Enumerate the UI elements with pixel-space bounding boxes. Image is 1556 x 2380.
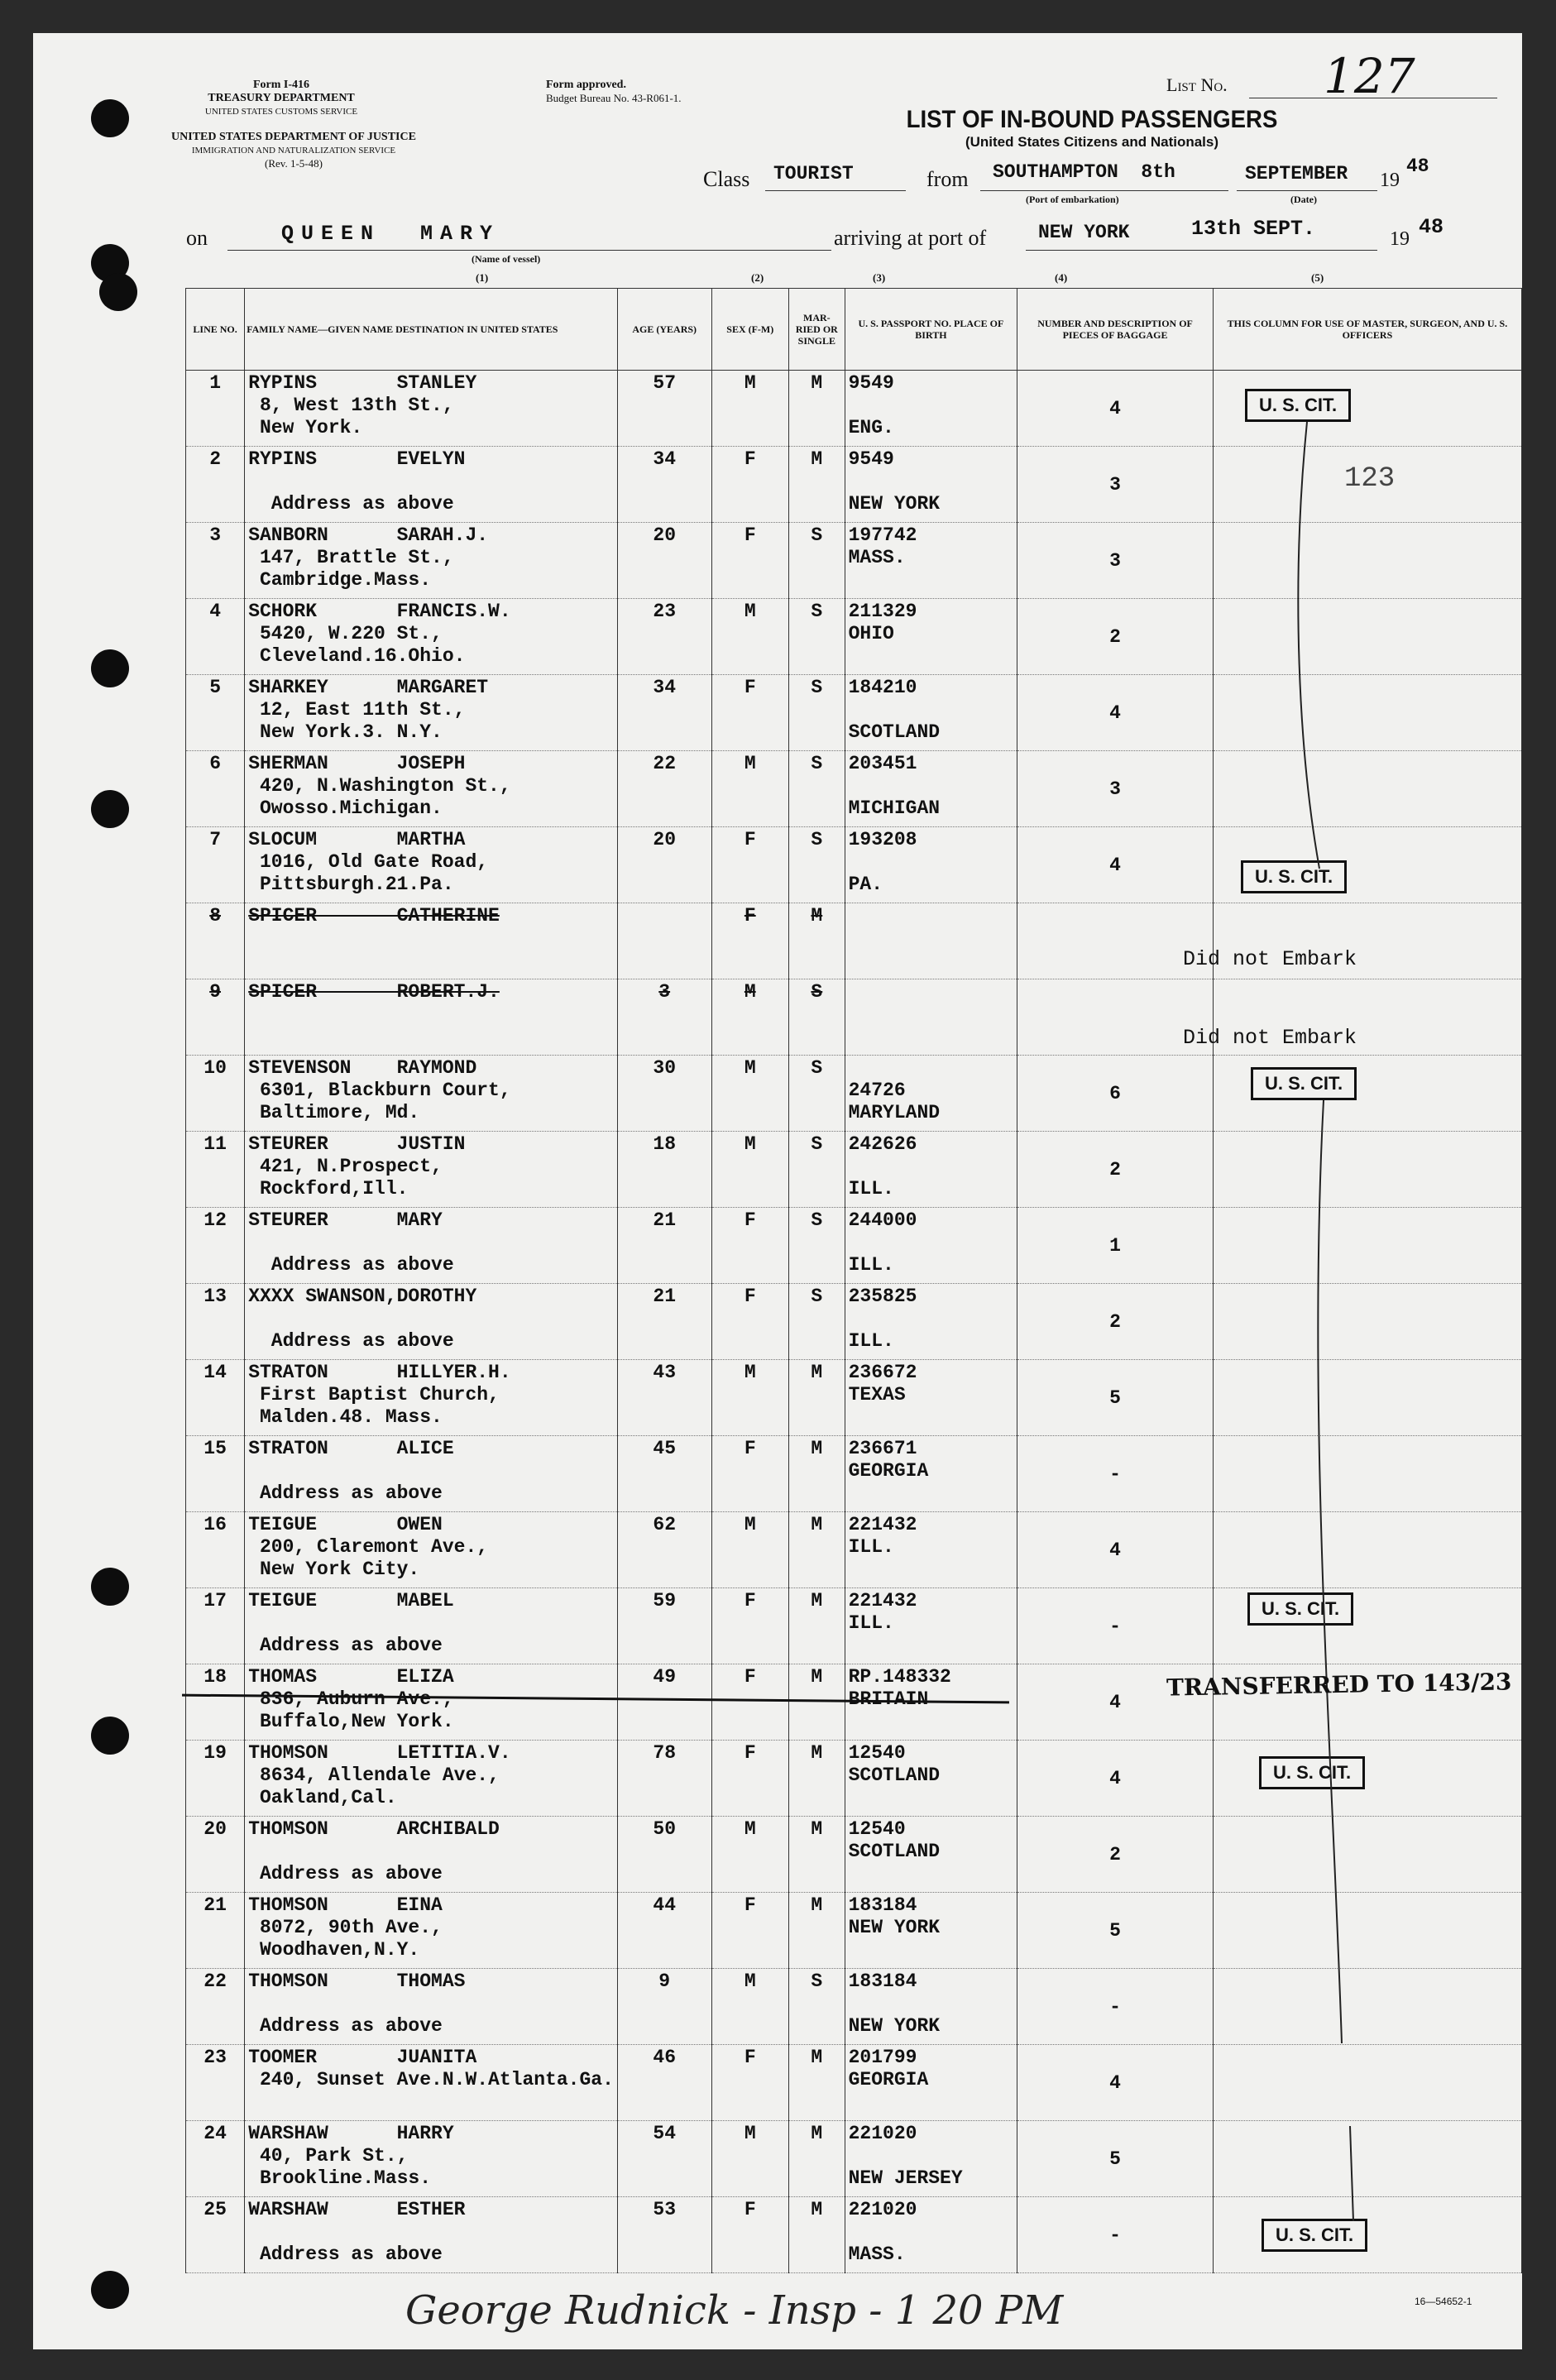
col-num-1: (1)	[476, 271, 489, 284]
passenger-name-address: SLOCUM MARTHA 1016, Old Gate Road, Pittsburgh.21.Pa.	[245, 827, 618, 903]
passenger-age: 62	[617, 1512, 711, 1588]
form-agency-block	[182, 79, 381, 118]
passport-birthplace: 244000 ILL.	[845, 1208, 1017, 1284]
passport-birthplace: 201799 GEORGIA	[845, 2045, 1017, 2121]
line-number: 6	[186, 751, 245, 827]
passenger-age: 45	[617, 1436, 711, 1512]
marital-status: M	[789, 1588, 845, 1664]
marital-status: M	[789, 1512, 845, 1588]
baggage-count: 1	[1017, 1208, 1214, 1284]
manifest-page	[33, 33, 1522, 2349]
marital-status: M	[789, 2197, 845, 2273]
line-number: 20	[186, 1817, 245, 1893]
from-label: from	[926, 167, 969, 191]
passport-birthplace	[845, 979, 1017, 1056]
table-header-row	[186, 289, 1522, 371]
line-number: 12	[186, 1208, 245, 1284]
line-number: 15	[186, 1436, 245, 1512]
page-title: LIST OF IN-BOUND PASSENGERS	[906, 106, 1278, 133]
list-no-label: List No.	[1166, 74, 1228, 95]
baggage-count: 4	[1017, 371, 1214, 447]
line-number: 4	[186, 599, 245, 675]
line-number: 5	[186, 675, 245, 751]
line-number: 22	[186, 1969, 245, 2045]
class-rule	[765, 190, 906, 191]
passenger-age: 57	[617, 371, 711, 447]
passport-birthplace: 242626 ILL.	[845, 1132, 1017, 1208]
footer-code: 16—54652-1	[1415, 2296, 1472, 2307]
line-number: 19	[186, 1741, 245, 1817]
passport-birthplace	[845, 903, 1017, 979]
from-value: SOUTHAMPTON 8th	[993, 161, 1175, 183]
passenger-name-address: SPICER ROBERT.J.	[245, 979, 618, 1056]
passenger-name-address: XXXX SWANSON,DOROTHY Address as above	[245, 1284, 618, 1360]
vessel-name: QUEEN MARY	[281, 222, 500, 246]
marital-status: S	[789, 1132, 845, 1208]
marital-status: M	[789, 447, 845, 523]
baggage-count: 4	[1017, 1512, 1214, 1588]
arriving-year-prefix: 19	[1390, 228, 1410, 250]
line-number: 11	[186, 1132, 245, 1208]
baggage-count: 2	[1017, 1284, 1214, 1360]
arriving-port: NEW YORK	[1038, 222, 1130, 243]
passenger-age: 44	[617, 1893, 711, 1969]
line-number: 18	[186, 1664, 245, 1741]
baggage-count: -	[1017, 2197, 1214, 2273]
justice-dept: UNITED STATES DEPARTMENT OF JUSTICE	[171, 131, 416, 143]
form-approved: Form approved.	[546, 79, 626, 91]
passenger-name-address: SHARKEY MARGARET 12, East 11th St., New York.3. N.Y.	[245, 675, 618, 751]
marital-status: S	[789, 751, 845, 827]
col-header-passport: U. S. PASSPORT NO. PLACE OF BIRTH	[845, 289, 1017, 371]
passenger-name-address: SHERMAN JOSEPH 420, N.Washington St., Owosso.Michigan.	[245, 751, 618, 827]
class-label: Class	[703, 167, 750, 191]
passenger-age: 43	[617, 1360, 711, 1436]
marital-status: M	[789, 1664, 845, 1741]
marital-status: S	[789, 827, 845, 903]
baggage-count: 6	[1017, 1056, 1214, 1132]
baggage-count: -	[1017, 1969, 1214, 2045]
baggage-count: -	[1017, 1588, 1214, 1664]
passenger-name-address: THOMSON LETITIA.V. 8634, Allendale Ave., Oakland,Cal.	[245, 1741, 618, 1817]
passport-birthplace: 24726 MARYLAND	[845, 1056, 1017, 1132]
baggage-count: 4	[1017, 2045, 1214, 2121]
passenger-name-address: STEURER JUSTIN 421, N.Prospect, Rockford,Ill.	[245, 1132, 618, 1208]
passport-birthplace: 183184 NEW YORK	[845, 1969, 1017, 2045]
us-cit-stamp-text: U. S. CIT.	[1241, 860, 1347, 893]
marital-status: M	[789, 2121, 845, 2197]
col-num-5: (5)	[1311, 271, 1324, 284]
line-number: 7	[186, 827, 245, 903]
on-label: on	[186, 226, 208, 250]
budget-number: Budget Bureau No. 43-R061-1.	[546, 92, 682, 104]
passenger-name-address: TEIGUE OWEN 200, Claremont Ave., New York City.	[245, 1512, 618, 1588]
ins-service: IMMIGRATION AND NATURALIZATION SERVICE	[191, 146, 396, 156]
marital-status: S	[789, 599, 845, 675]
line-number: 24	[186, 2121, 245, 2197]
us-cit-stamp-text: U. S. CIT.	[1251, 1067, 1357, 1100]
passport-birthplace: RP.148332 BRITAIN	[845, 1664, 1017, 1741]
passenger-name-address: SANBORN SARAH.J. 147, Brattle St., Cambridge.Mass.	[245, 523, 618, 599]
passport-birthplace: 236672 TEXAS	[845, 1360, 1017, 1436]
passenger-sex: M	[711, 1512, 789, 1588]
passenger-age: 21	[617, 1208, 711, 1284]
punch-hole	[91, 790, 129, 828]
col-header-married: MAR-RIED OR SINGLE	[789, 289, 845, 371]
marital-status: M	[789, 903, 845, 979]
passenger-age: 54	[617, 2121, 711, 2197]
line-number: 9	[186, 979, 245, 1056]
passenger-age: 46	[617, 2045, 711, 2121]
marital-status: S	[789, 1208, 845, 1284]
list-number: 127	[1324, 48, 1415, 104]
passport-birthplace: 211329 OHIO	[845, 599, 1017, 675]
baggage-count: 3	[1017, 751, 1214, 827]
us-cit-stamp-1	[1245, 389, 1351, 422]
line-number: 13	[186, 1284, 245, 1360]
baggage-count: 4	[1017, 675, 1214, 751]
passenger-sex: F	[711, 1893, 789, 1969]
marital-status: S	[789, 979, 845, 1056]
passenger-name-address: STRATON ALICE Address as above	[245, 1436, 618, 1512]
title-block	[860, 106, 1324, 151]
col-header-age: AGE (YEARS)	[617, 289, 711, 371]
us-cit-stamp-text: U. S. CIT.	[1247, 1592, 1353, 1626]
passenger-name-address: TOOMER JUANITA 240, Sunset Ave.N.W.Atlanta.Ga.	[245, 2045, 618, 2121]
passenger-age: 50	[617, 1817, 711, 1893]
form-number: Form I-416	[252, 79, 310, 91]
year-prefix: 19	[1380, 170, 1400, 191]
customs-service: UNITED STATES CUSTOMS SERVICE	[204, 107, 358, 117]
passenger-name-address: SPICER CATHERINE	[245, 903, 618, 979]
passenger-sex: F	[711, 1664, 789, 1741]
baggage-count: 4	[1017, 827, 1214, 903]
arriving-year: 48	[1419, 215, 1444, 239]
passenger-sex: M	[711, 1817, 789, 1893]
passenger-name-address: THOMSON THOMAS Address as above	[245, 1969, 618, 2045]
passenger-sex: F	[711, 447, 789, 523]
col-header-baggage: NUMBER AND DESCRIPTION OF PIECES OF BAGGAGE	[1017, 289, 1214, 371]
passenger-name-address: RYPINS STANLEY 8, West 13th St., New York.	[245, 371, 618, 447]
passenger-name-address: WARSHAW ESTHER Address as above	[245, 2197, 618, 2273]
col-header-line-no: LINE NO.	[186, 289, 245, 371]
passenger-sex: M	[711, 979, 789, 1056]
page-subtitle: (United States Citizens and Nationals)	[965, 134, 1219, 150]
passenger-age: 53	[617, 2197, 711, 2273]
marital-status: M	[789, 1436, 845, 1512]
baggage-count: -	[1017, 1436, 1214, 1512]
passenger-name-address: WARSHAW HARRY 40, Park St., Brookline.Mass.	[245, 2121, 618, 2197]
passenger-sex: F	[711, 1208, 789, 1284]
passenger-sex: M	[711, 751, 789, 827]
passenger-sex: F	[711, 675, 789, 751]
line-number: 10	[186, 1056, 245, 1132]
marital-status: S	[789, 675, 845, 751]
passenger-sex: M	[711, 1969, 789, 2045]
arriving-date: 13th SEPT.	[1191, 217, 1316, 241]
passenger-sex: F	[711, 903, 789, 979]
passenger-name-address: THOMSON ARCHIBALD Address as above	[245, 1817, 618, 1893]
passenger-sex: F	[711, 2045, 789, 2121]
passport-birthplace: 193208 PA.	[845, 827, 1017, 903]
passenger-age: 20	[617, 523, 711, 599]
line-number: 3	[186, 523, 245, 599]
arriving-rule	[1026, 250, 1377, 251]
did-not-embark-line-8: Did not Embark	[1183, 947, 1357, 971]
revision: (Rev. 1-5-48)	[265, 157, 323, 170]
passenger-age: 34	[617, 675, 711, 751]
passenger-name-address: SCHORK FRANCIS.W. 5420, W.220 St., Cleveland.16.Ohio.	[245, 599, 618, 675]
passenger-sex: M	[711, 1132, 789, 1208]
passenger-age	[617, 903, 711, 979]
line-number: 25	[186, 2197, 245, 2273]
punch-hole	[91, 2271, 129, 2309]
punch-hole	[91, 99, 129, 137]
number-123: 123	[1344, 463, 1396, 495]
passport-birthplace: 12540 SCOTLAND	[845, 1817, 1017, 1893]
baggage-count: 4	[1017, 1741, 1214, 1817]
passenger-name-address: STEVENSON RAYMOND 6301, Blackburn Court, Baltimore, Md.	[245, 1056, 618, 1132]
line-number: 23	[186, 2045, 245, 2121]
passport-birthplace: 221432 ILL.	[845, 1512, 1017, 1588]
us-cit-stamp-text: U. S. CIT.	[1262, 2219, 1367, 2252]
marital-status: S	[789, 523, 845, 599]
passport-birthplace: 221020 MASS.	[845, 2197, 1017, 2273]
date-caption: (Date)	[1290, 194, 1317, 205]
inspector-signature: George Rudnick - Insp - 1 20 PM	[405, 2287, 1064, 2334]
passenger-sex: M	[711, 1056, 789, 1132]
passenger-name-address: STRATON HILLYER.H. First Baptist Church, Malden.48. Mass.	[245, 1360, 618, 1436]
passport-birthplace: 9549 NEW YORK	[845, 447, 1017, 523]
passenger-age: 78	[617, 1741, 711, 1817]
punch-hole	[99, 273, 137, 311]
passport-birthplace: 12540 SCOTLAND	[845, 1741, 1017, 1817]
justice-block	[170, 131, 418, 170]
year-value: 48	[1406, 156, 1429, 177]
punch-hole	[91, 1717, 129, 1755]
passenger-name-address: STEURER MARY Address as above	[245, 1208, 618, 1284]
vessel-rule	[227, 250, 831, 251]
bracket-line-icon	[1274, 422, 1373, 2225]
date-value: SEPTEMBER	[1245, 163, 1348, 184]
passenger-sex: M	[711, 2121, 789, 2197]
line-number: 2	[186, 447, 245, 523]
port-caption: (Port of embarkation)	[1026, 194, 1119, 205]
marital-status: M	[789, 1741, 845, 1817]
baggage-count: 5	[1017, 1360, 1214, 1436]
passport-birthplace: 184210 SCOTLAND	[845, 675, 1017, 751]
marital-status: S	[789, 1969, 845, 2045]
passport-birthplace: 235825 ILL.	[845, 1284, 1017, 1360]
passport-birthplace: 183184 NEW YORK	[845, 1893, 1017, 1969]
punch-hole	[91, 1568, 129, 1606]
did-not-embark-line-9: Did not Embark	[1183, 1026, 1357, 1050]
passport-birthplace: 197742 MASS.	[845, 523, 1017, 599]
passenger-sex: F	[711, 1284, 789, 1360]
passenger-sex: F	[711, 523, 789, 599]
passport-birthplace: 236671 GEORGIA	[845, 1436, 1017, 1512]
col-header-sex: SEX (F-M)	[711, 289, 789, 371]
baggage-count: 5	[1017, 1893, 1214, 1969]
col-header-name: FAMILY NAME—GIVEN NAME DESTINATION IN UNITED STATES	[245, 289, 618, 371]
passport-birthplace: 9549 ENG.	[845, 371, 1017, 447]
line-number: 21	[186, 1893, 245, 1969]
col-num-2: (2)	[751, 271, 764, 284]
line-number: 17	[186, 1588, 245, 1664]
marital-status: M	[789, 371, 845, 447]
col-num-3: (3)	[873, 271, 886, 284]
passenger-age: 30	[617, 1056, 711, 1132]
marital-status: M	[789, 2045, 845, 2121]
passenger-age: 22	[617, 751, 711, 827]
passenger-age: 21	[617, 1284, 711, 1360]
line-number: 14	[186, 1360, 245, 1436]
passenger-sex: F	[711, 1588, 789, 1664]
from-rule	[980, 190, 1228, 191]
class-value: TOURIST	[773, 163, 854, 184]
marital-status: S	[789, 1284, 845, 1360]
passenger-age: 49	[617, 1664, 711, 1741]
baggage-count: 4	[1017, 1664, 1214, 1741]
passenger-name-address: TEIGUE MABEL Address as above	[245, 1588, 618, 1664]
col-header-officers: THIS COLUMN FOR USE OF MASTER, SURGEON, AND U. S. OFFICERS	[1213, 289, 1521, 371]
passenger-sex: M	[711, 371, 789, 447]
us-cit-stamp-text: U. S. CIT.	[1259, 1756, 1365, 1789]
baggage-count: 2	[1017, 1132, 1214, 1208]
passenger-name-address: THOMAS ELIZA 836, Auburn Ave., Buffalo,New York.	[245, 1664, 618, 1741]
line-number: 8	[186, 903, 245, 979]
passenger-sex: M	[711, 599, 789, 675]
passenger-sex: F	[711, 1741, 789, 1817]
marital-status: M	[789, 1817, 845, 1893]
passenger-age: 59	[617, 1588, 711, 1664]
passport-birthplace: 221432 ILL.	[845, 1588, 1017, 1664]
baggage-count: 2	[1017, 599, 1214, 675]
passenger-age: 34	[617, 447, 711, 523]
passenger-age: 3	[617, 979, 711, 1056]
passenger-sex: F	[711, 827, 789, 903]
passport-birthplace: 221020 NEW JERSEY	[845, 2121, 1017, 2197]
punch-hole	[91, 649, 129, 687]
transferred-note: TRANSFERRED TO 143/23	[1166, 1668, 1512, 1702]
col-num-4: (4)	[1055, 271, 1068, 284]
line-number: 1	[186, 371, 245, 447]
passenger-sex: F	[711, 1436, 789, 1512]
arriving-label: arriving at port of	[834, 226, 987, 250]
baggage-count: 5	[1017, 2121, 1214, 2197]
us-cit-stamp-text: U. S. CIT.	[1245, 389, 1351, 422]
passenger-age: 18	[617, 1132, 711, 1208]
line-number: 16	[186, 1512, 245, 1588]
passenger-name-address: RYPINS EVELYN Address as above	[245, 447, 618, 523]
passenger-sex: F	[711, 2197, 789, 2273]
passenger-name-address: THOMSON EINA 8072, 90th Ave., Woodhaven,N.Y.	[245, 1893, 618, 1969]
marital-status: M	[789, 1360, 845, 1436]
baggage-count: 2	[1017, 1817, 1214, 1893]
passenger-age: 9	[617, 1969, 711, 2045]
treasury-dept: TREASURY DEPARTMENT	[208, 92, 355, 104]
passport-birthplace: 203451 MICHIGAN	[845, 751, 1017, 827]
passenger-age: 23	[617, 599, 711, 675]
vessel-caption: (Name of vessel)	[472, 253, 541, 265]
baggage-count: 3	[1017, 523, 1214, 599]
date-rule	[1237, 190, 1377, 191]
baggage-count: 3	[1017, 447, 1214, 523]
marital-status: M	[789, 1893, 845, 1969]
approval-block	[546, 79, 761, 105]
passenger-sex: M	[711, 1360, 789, 1436]
passenger-age: 20	[617, 827, 711, 903]
marital-status: S	[789, 1056, 845, 1132]
